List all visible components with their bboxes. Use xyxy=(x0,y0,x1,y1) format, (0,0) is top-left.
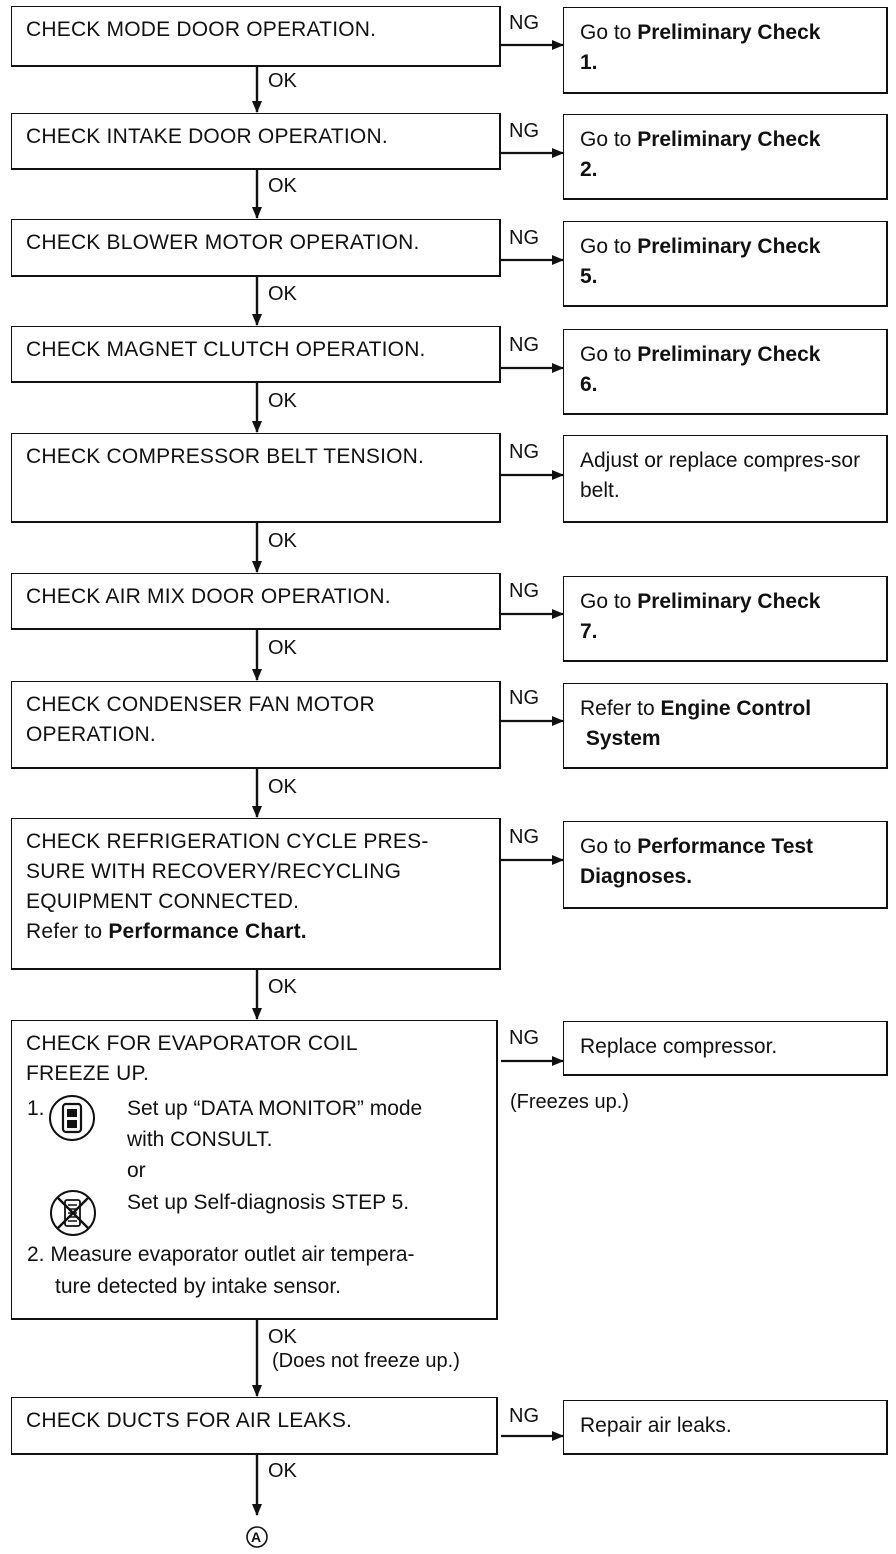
ok-label: OK xyxy=(268,390,297,412)
ng-result-engine-control: Refer to Engine Control System xyxy=(563,683,888,769)
connector-a-label: A xyxy=(251,1529,262,1545)
consult-tester-icon xyxy=(47,1093,97,1143)
item-1-text-c: Set up Self-diagnosis STEP 5. xyxy=(127,1191,410,1214)
ok-label: OK xyxy=(268,70,297,92)
item-2-text-b: ture detected by intake sensor. xyxy=(55,1275,342,1298)
ok-label: OK xyxy=(268,1460,297,1482)
item-1-number: 1. xyxy=(27,1097,45,1120)
ng-label: NG xyxy=(509,441,539,463)
ng-result-preliminary-check-6: Go to Preliminary Check 6. xyxy=(563,329,888,415)
ng-result-preliminary-check-7: Go to Preliminary Check 7. xyxy=(563,576,888,662)
ng-result-preliminary-check-2: Go to Preliminary Check 2. xyxy=(563,114,888,200)
step-condenser-fan: CHECK CONDENSER FAN MOTOR OPERATION. xyxy=(11,681,501,769)
ng-label: NG xyxy=(509,1405,539,1427)
step-blower-motor: CHECK BLOWER MOTOR OPERATION. xyxy=(11,219,501,277)
ok-label: OK xyxy=(268,175,297,197)
ok-label: OK xyxy=(268,530,297,552)
step-refrigeration-pressure: CHECK REFRIGERATION CYCLE PRES- SURE WITH RECOVERY/RECYCLING EQUIPMENT CONNECTED. Refer to Performance Chart. xyxy=(11,818,501,970)
ng-result-preliminary-check-1: Go to Preliminary Check 1. xyxy=(563,7,888,94)
ng-label: NG xyxy=(509,334,539,356)
step-evaporator-freeze: CHECK FOR EVAPORATOR COIL FREEZE UP. xyxy=(11,1020,498,1320)
step-mode-door xyxy=(11,6,501,67)
ng-label: NG xyxy=(509,12,539,34)
step-intake-door: CHECK INTAKE DOOR OPERATION. xyxy=(11,113,501,170)
item-2-text-a: 2. Measure evaporator outlet air tempera- xyxy=(27,1243,415,1266)
ng-label: NG xyxy=(509,826,539,848)
ng-result-preliminary-check-5: Go to Preliminary Check 5. xyxy=(563,221,888,307)
item-1-text-a: Set up “DATA MONITOR” mode xyxy=(127,1097,423,1120)
ng-result-performance-test: Go to Performance Test Diagnoses. xyxy=(563,821,888,909)
step-text: CHECK MODE DOOR OPERATION. xyxy=(26,18,377,41)
ok-label: OK xyxy=(268,283,297,305)
step-duct-air-leaks: CHECK DUCTS FOR AIR LEAKS. xyxy=(11,1397,498,1455)
ok-label: OK xyxy=(268,776,297,798)
ng-result-repair-air-leaks: Repair air leaks. xyxy=(563,1400,888,1455)
ng-condition-note: (Freezes up.) xyxy=(510,1091,629,1113)
step-magnet-clutch: CHECK MAGNET CLUTCH OPERATION. xyxy=(11,326,501,383)
ok-label: OK xyxy=(268,1326,297,1348)
ng-label: NG xyxy=(509,1027,539,1049)
ok-label: OK xyxy=(268,976,297,998)
ok-condition-note: (Does not freeze up.) xyxy=(272,1350,460,1372)
step-air-mix-door: CHECK AIR MIX DOOR OPERATION. xyxy=(11,573,501,630)
ng-label: NG xyxy=(509,227,539,249)
ng-label: NG xyxy=(509,120,539,142)
ng-label: NG xyxy=(509,687,539,709)
ng-label: NG xyxy=(509,580,539,602)
step-compressor-belt: CHECK COMPRESSOR BELT TENSION. xyxy=(11,433,501,523)
ok-label: OK xyxy=(268,637,297,659)
no-tools-icon xyxy=(47,1188,99,1238)
item-1-or: or xyxy=(127,1159,146,1182)
item-1-text-b: with CONSULT. xyxy=(127,1128,273,1151)
ng-result-replace-compressor: Replace compressor. xyxy=(563,1021,888,1076)
ng-result-adjust-belt: Adjust or replace compres-sor belt. xyxy=(563,435,888,523)
